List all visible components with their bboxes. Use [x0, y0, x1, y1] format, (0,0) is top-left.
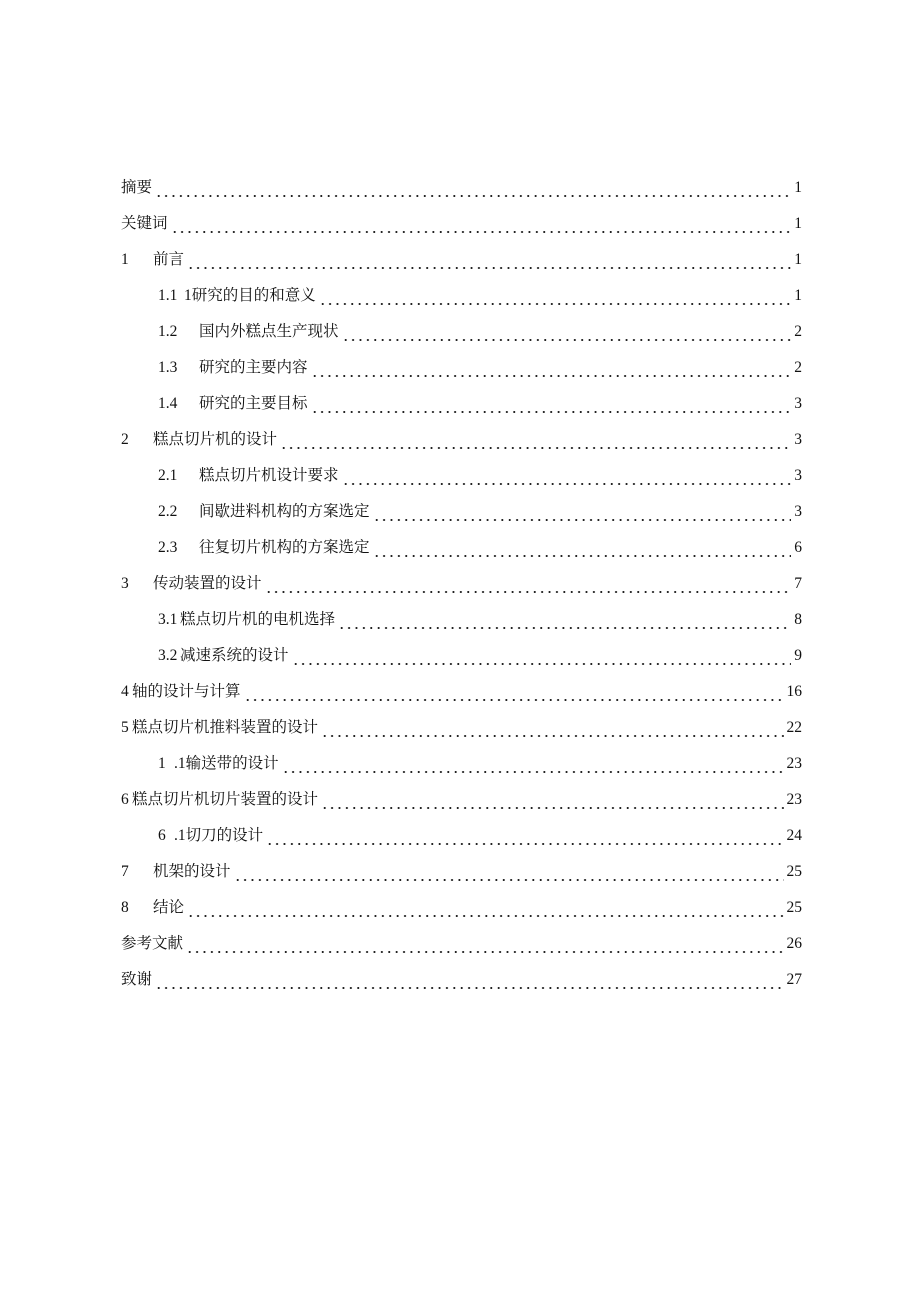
toc-entry-title: 间歇进料机构的方案选定 [199, 503, 370, 520]
toc-leader-dots [342, 328, 792, 342]
toc-entry[interactable] [158, 320, 802, 342]
toc-entry-title: 前言 [153, 251, 185, 268]
toc-leader-dots [171, 220, 792, 234]
toc-entry-page: 23 [786, 791, 802, 808]
toc-entry-page: 2 [794, 359, 802, 376]
toc-entry-page: 1 [794, 287, 802, 304]
toc-entry-number: 1.3 [158, 359, 178, 376]
toc-entry-number: 8 [121, 899, 129, 916]
toc-entry[interactable] [121, 932, 802, 954]
toc-entry-number: 4 [121, 683, 129, 700]
toc-entry[interactable] [121, 176, 802, 198]
toc-entry[interactable] [158, 356, 802, 378]
toc-entry-number: 2.3 [158, 539, 178, 556]
toc-entry-number: 1 [121, 251, 129, 268]
toc-entry[interactable] [158, 500, 802, 522]
toc-leader-dots [311, 400, 792, 414]
toc-entry-page: 26 [786, 935, 802, 952]
toc-leader-dots [338, 616, 791, 630]
toc-entry-page: 2 [794, 323, 802, 340]
toc-leader-dots [187, 256, 791, 270]
toc-entry-page: 27 [786, 971, 802, 988]
toc-leader-dots [244, 688, 784, 702]
toc-entry[interactable] [121, 428, 802, 450]
toc-leader-dots [321, 724, 783, 738]
toc-entry-title: 关键词 [121, 215, 168, 232]
toc-leader-dots [155, 184, 791, 198]
toc-entry-page: 3 [794, 503, 802, 520]
toc-entry-title: 国内外糕点生产现状 [199, 323, 339, 340]
toc-entry-title: 减速系统的设计 [180, 647, 289, 664]
toc-entry-page: 9 [794, 647, 802, 664]
toc-entry[interactable] [121, 680, 802, 702]
toc-entry[interactable] [121, 968, 802, 990]
toc-entry[interactable] [121, 860, 802, 882]
toc-entry-number: 1.4 [158, 395, 178, 412]
toc-entry-title: 糕点切片机的设计 [153, 431, 278, 448]
toc-entry-page: 8 [794, 611, 802, 628]
toc-entry-number: 2 [121, 431, 129, 448]
toc-entry-title: 糕点切片机设计要求 [199, 467, 339, 484]
toc-entry-page: 1 [794, 251, 802, 268]
toc-entry-page: 25 [786, 899, 802, 916]
toc-entry-number: 1 [158, 755, 166, 772]
toc-entry-title: 糕点切片机切片装置的设计 [132, 791, 319, 808]
toc-leader-dots [282, 760, 784, 774]
toc-entry-page: 1 [794, 215, 802, 232]
toc-entry-page: 24 [786, 827, 802, 844]
toc-entry-title: 摘要 [121, 179, 153, 196]
toc-entry-page: 3 [794, 467, 802, 484]
toc-entry-title: 糕点切片机推料装置的设计 [132, 719, 319, 736]
toc-entry-page: 23 [786, 755, 802, 772]
toc-entry[interactable] [121, 248, 802, 270]
toc-entry-title: 1研究的目的和意义 [184, 287, 316, 304]
toc-entry[interactable] [158, 644, 802, 666]
toc-entry-number: 6 [158, 827, 166, 844]
toc-entry-title: 往复切片机构的方案选定 [199, 539, 370, 556]
toc-leader-dots [292, 652, 792, 666]
toc-entry[interactable] [158, 284, 802, 306]
toc-entry-page: 7 [794, 575, 802, 592]
toc-entry-title: .1切刀的设计 [174, 827, 264, 844]
toc-leader-dots [373, 508, 792, 522]
toc-leader-dots [234, 868, 784, 882]
toc-entry-title: .1输送带的设计 [174, 755, 279, 772]
toc-entry-page: 3 [794, 395, 802, 412]
toc-entry-page: 3 [794, 431, 802, 448]
toc-entry-number: 2.1 [158, 467, 178, 484]
toc-entry[interactable] [121, 896, 802, 918]
toc-entry-title: 机架的设计 [153, 863, 231, 880]
toc-leader-dots [155, 976, 783, 990]
toc-entry-page: 1 [794, 179, 802, 196]
toc-entry-title: 传动装置的设计 [153, 575, 262, 592]
toc-entry-title: 研究的主要内容 [199, 359, 308, 376]
toc-leader-dots [342, 472, 792, 486]
toc-entry-number: 7 [121, 863, 129, 880]
toc-entry[interactable] [158, 536, 802, 558]
toc-leader-dots [265, 580, 792, 594]
toc-entry-number: 3 [121, 575, 129, 592]
toc-leader-dots [311, 364, 792, 378]
toc-entry-title: 结论 [153, 899, 185, 916]
toc-entry-number: 6 [121, 791, 129, 808]
toc-entry[interactable] [121, 788, 802, 810]
toc-entry-title: 研究的主要目标 [199, 395, 308, 412]
toc-leader-dots [319, 292, 791, 306]
toc-entry[interactable] [158, 824, 802, 846]
toc-entry-page: 6 [794, 539, 802, 556]
toc-leader-dots [280, 436, 791, 450]
toc-entry-page: 16 [786, 683, 802, 700]
toc-entry[interactable] [121, 572, 802, 594]
toc-leader-dots [373, 544, 792, 558]
toc-entry-number: 2.2 [158, 503, 178, 520]
toc-entry-title: 致谢 [121, 971, 153, 988]
toc-entry[interactable] [158, 464, 802, 486]
toc-entry[interactable] [158, 392, 802, 414]
toc-entry-page: 25 [786, 863, 802, 880]
toc-entry-title: 轴的设计与计算 [132, 683, 241, 700]
toc-entry[interactable] [121, 716, 802, 738]
toc-entry[interactable] [121, 212, 802, 234]
toc-entry-number: 3.1 [158, 611, 178, 628]
toc-leader-dots [186, 940, 783, 954]
toc-leader-dots [266, 832, 783, 846]
toc-entry-number: 1.1 [158, 287, 178, 304]
toc-entry-number: 5 [121, 719, 129, 736]
toc-entry[interactable] [158, 752, 802, 774]
toc-leader-dots [321, 796, 783, 810]
toc-entry-page: 22 [786, 719, 802, 736]
toc-entry-number: 3.2 [158, 647, 178, 664]
toc-leader-dots [187, 904, 783, 918]
toc-entry-title: 糕点切片机的电机选择 [180, 611, 336, 628]
toc-entry[interactable] [158, 608, 802, 630]
toc-entry-title: 参考文献 [121, 935, 184, 952]
toc-entry-number: 1.2 [158, 323, 178, 340]
